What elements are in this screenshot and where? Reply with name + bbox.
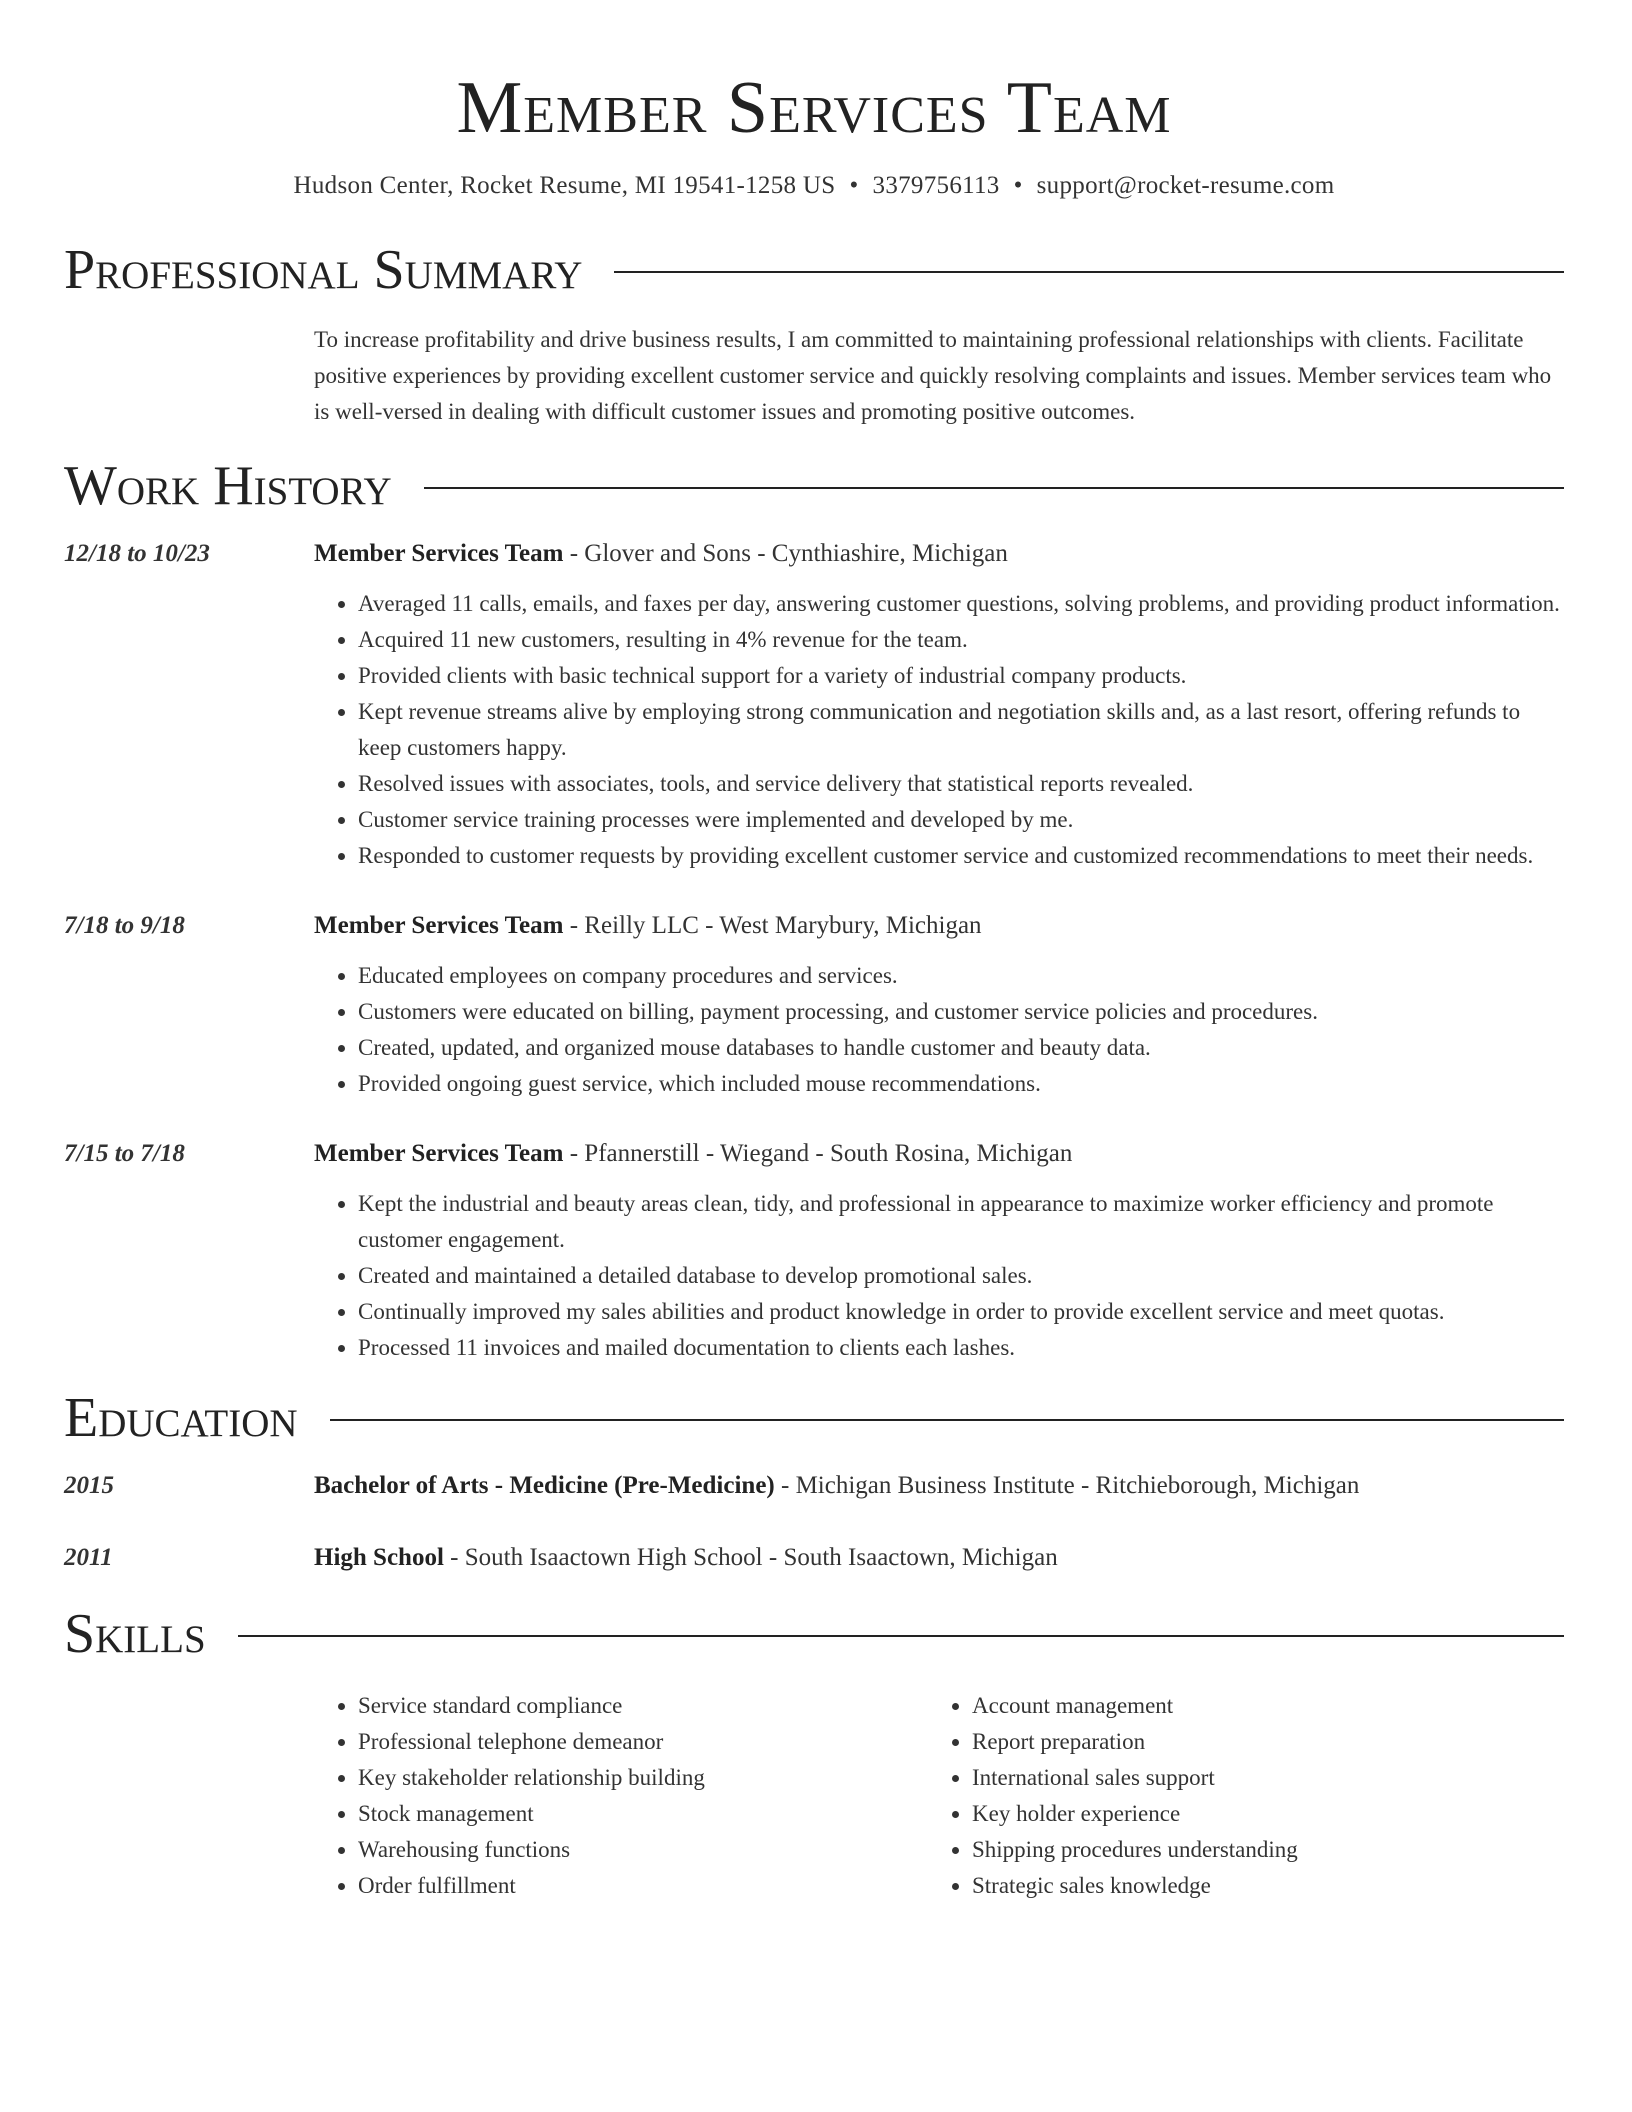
list-item: • Kept the industrial and beauty areas clean, tidy, and professional in appearance to maximize worker efficiency and promote customer engagement.	[358, 1186, 1564, 1258]
list-item: • Customer service training processes were implemented and developed by me.	[358, 802, 1564, 838]
section-divider	[330, 1419, 1564, 1421]
list-item: • Created, updated, and organized mouse databases to handle customer and beauty data.	[358, 1030, 1564, 1066]
summary-text: To increase profitability and drive business results, I am committed to maintaining professional relationships with clients. Facilitate positive experiences by providing excellent customer service and quickly resolving complaints and issues. Member services team who is well-versed in dealing with difficult customer issues and promoting positive outcomes.	[314, 327, 1552, 424]
skills-list	[314, 1688, 1564, 1904]
skills-column-right	[928, 1688, 1542, 1904]
list-item: • Provided clients with basic technical support for a variety of industrial company products.	[358, 658, 1564, 694]
list-item: • Acquired 11 new customers, resulting in 4% revenue for the team.	[358, 622, 1564, 658]
skill-item: • Warehousing functions	[358, 1832, 928, 1868]
education-degree: High School	[314, 1544, 444, 1571]
job-entry	[64, 536, 1564, 874]
candidate-name: Member Services Team	[456, 67, 1172, 149]
education-entry	[64, 1540, 1564, 1576]
education-section-title: Education	[64, 1387, 298, 1449]
education-heading	[314, 1468, 1564, 1504]
education-entry	[64, 1468, 1564, 1504]
job-title: Member Services Team	[314, 540, 564, 567]
job-heading	[314, 536, 1564, 572]
job-heading	[314, 908, 1564, 944]
job-title: Member Services Team	[314, 1140, 564, 1167]
contact-email[interactable]: support@rocket-resume.com	[1036, 172, 1335, 199]
skill-item: • Key stakeholder relationship building	[358, 1760, 928, 1796]
section-divider	[424, 487, 1564, 489]
list-item: • Responded to customer requests by providing excellent customer service and customized recommendations to meet their needs.	[358, 838, 1564, 874]
education-degree: Bachelor of Arts - Medicine (Pre-Medicine)	[314, 1472, 775, 1499]
job-company: - Pfannerstill - Wiegand - South Rosina, Michigan	[563, 1140, 1073, 1167]
summary-section-title: Professional Summary	[64, 239, 583, 301]
section-divider	[614, 271, 1564, 273]
list-item: • Provided ongoing guest service, which included mouse recommendations.	[358, 1066, 1564, 1102]
skill-item: • Professional telephone demeanor	[358, 1724, 928, 1760]
skill-item: • International sales support	[972, 1760, 1542, 1796]
skill-item: • Service standard compliance	[358, 1688, 928, 1724]
education-section-header	[64, 1386, 1564, 1450]
skills-column-left	[314, 1688, 928, 1904]
list-item: • Resolved issues with associates, tools, and service delivery that statistical reports revealed.	[358, 766, 1564, 802]
job-company: - Reilly LLC - West Marybury, Michigan	[563, 912, 982, 939]
education-heading	[314, 1540, 1564, 1576]
skills-section-title: Skills	[64, 1603, 206, 1665]
section-divider	[238, 1635, 1564, 1637]
job-bullets	[314, 1186, 1564, 1366]
skill-item: • Order fulfillment	[358, 1868, 928, 1904]
education-year: 2011	[64, 1544, 113, 1571]
list-item: • Kept revenue streams alive by employing strong communication and negotiation skills and, as a last resort, offering refunds to keep customers happy.	[358, 694, 1564, 766]
skills-section-header	[64, 1602, 1564, 1666]
contact-line	[64, 170, 1564, 202]
job-title: Member Services Team	[314, 912, 564, 939]
job-entry	[64, 908, 1564, 1102]
summary-section-header	[64, 238, 1564, 302]
list-item: • Educated employees on company procedures and services.	[358, 958, 1564, 994]
resume-page	[64, 0, 1564, 1904]
work-section-title: Work History	[64, 455, 392, 517]
contact-address: Hudson Center, Rocket Resume, MI 19541-1258 US	[293, 172, 836, 199]
list-item: • Continually improved my sales abilities and product knowledge in order to provide excellent service and meet quotas.	[358, 1294, 1564, 1330]
education-school: - South Isaactown High School - South Isaactown, Michigan	[443, 1544, 1058, 1571]
skill-item: • Account management	[972, 1688, 1542, 1724]
skill-item: • Shipping procedures understanding	[972, 1832, 1542, 1868]
job-company: - Glover and Sons - Cynthiashire, Michigan	[563, 540, 1008, 567]
list-item: • Averaged 11 calls, emails, and faxes per day, answering customer questions, solving problems, and providing product information.	[358, 586, 1564, 622]
list-item: • Processed 11 invoices and mailed documentation to clients each lashes.	[358, 1330, 1564, 1366]
job-dates: 7/18 to 9/18	[64, 912, 185, 939]
contact-separator: •	[849, 172, 859, 199]
skill-item: • Stock management	[358, 1796, 928, 1832]
skill-item: • Strategic sales knowledge	[972, 1868, 1542, 1904]
contact-phone: 3379756113	[872, 172, 1000, 199]
skill-item: • Key holder experience	[972, 1796, 1542, 1832]
list-item: • Customers were educated on billing, payment processing, and customer service policies and procedures.	[358, 994, 1564, 1030]
job-bullets	[314, 586, 1564, 874]
education-year: 2015	[64, 1472, 114, 1499]
job-heading	[314, 1136, 1564, 1172]
job-dates: 12/18 to 10/23	[64, 540, 210, 567]
job-entry	[64, 1136, 1564, 1366]
work-section-header	[64, 454, 1564, 518]
job-dates: 7/15 to 7/18	[64, 1140, 185, 1167]
contact-separator: •	[1013, 172, 1023, 199]
list-item: • Created and maintained a detailed database to develop promotional sales.	[358, 1258, 1564, 1294]
education-school: - Michigan Business Institute - Ritchieborough, Michigan	[774, 1472, 1360, 1499]
job-bullets	[314, 958, 1564, 1102]
skill-item: • Report preparation	[972, 1724, 1542, 1760]
